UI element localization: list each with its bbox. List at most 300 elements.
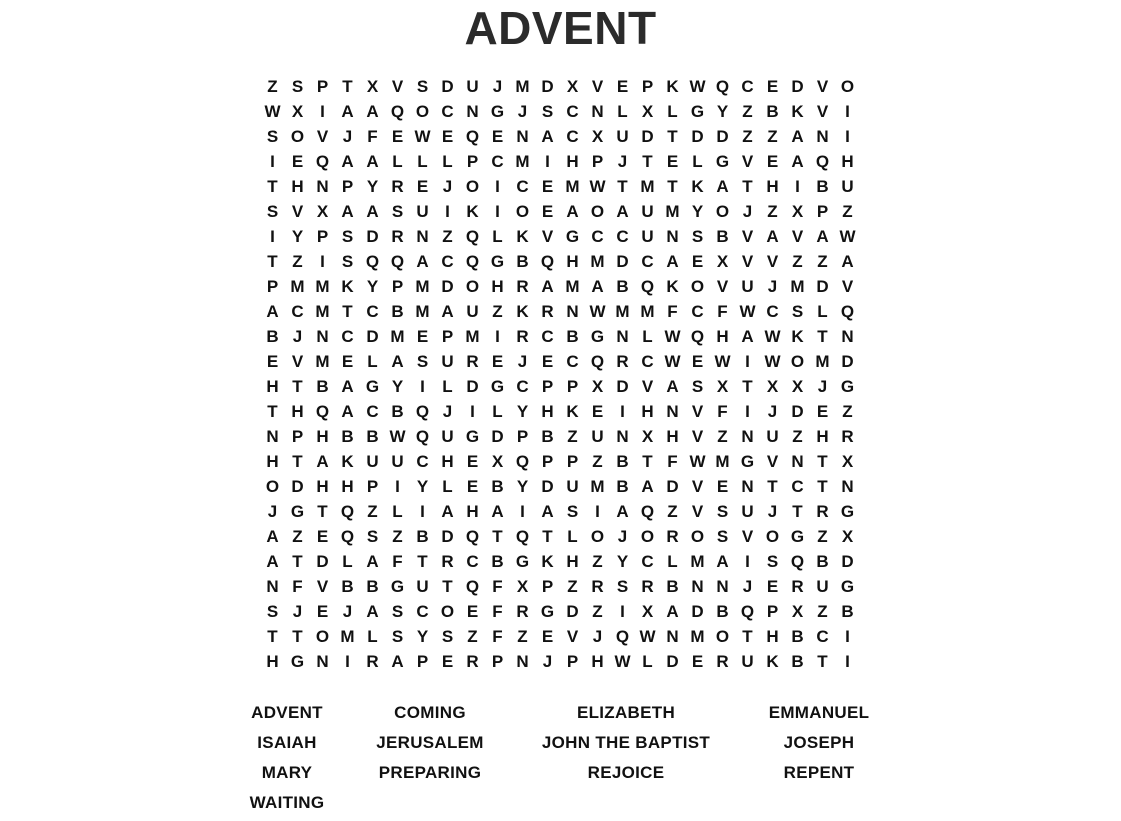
grid-letter[interactable]: W bbox=[739, 302, 756, 321]
grid-letter[interactable]: R bbox=[616, 352, 629, 371]
grid-letter[interactable]: P bbox=[266, 277, 279, 296]
grid-letter[interactable]: P bbox=[316, 77, 329, 96]
grid-letter[interactable]: Z bbox=[817, 602, 828, 621]
grid-letter[interactable]: L bbox=[442, 152, 453, 171]
grid-letter[interactable]: Z bbox=[567, 427, 578, 446]
grid-letter[interactable]: N bbox=[841, 477, 854, 496]
grid-letter[interactable]: A bbox=[766, 227, 779, 246]
grid-letter[interactable]: H bbox=[566, 252, 579, 271]
grid-letter[interactable]: P bbox=[541, 377, 554, 396]
grid-letter[interactable]: D bbox=[541, 477, 554, 496]
grid-letter[interactable]: V bbox=[691, 427, 704, 446]
grid-letter[interactable]: F bbox=[492, 602, 503, 621]
grid-letter[interactable]: R bbox=[791, 577, 804, 596]
grid-letter[interactable]: X bbox=[841, 452, 854, 471]
grid-letter[interactable]: A bbox=[716, 177, 729, 196]
grid-letter[interactable]: X bbox=[791, 202, 804, 221]
grid-letter[interactable]: Y bbox=[416, 627, 429, 646]
grid-letter[interactable]: B bbox=[616, 452, 629, 471]
grid-letter[interactable]: Q bbox=[465, 252, 480, 271]
grid-letter[interactable]: U bbox=[816, 577, 829, 596]
grid-letter[interactable]: S bbox=[341, 227, 354, 246]
grid-letter[interactable]: T bbox=[292, 452, 303, 471]
grid-letter[interactable]: E bbox=[766, 77, 779, 96]
grid-letter[interactable]: K bbox=[666, 277, 679, 296]
grid-letter[interactable]: E bbox=[391, 127, 404, 146]
grid-letter[interactable]: E bbox=[416, 177, 429, 196]
grid-letter[interactable]: D bbox=[841, 552, 854, 571]
grid-letter[interactable]: G bbox=[490, 102, 505, 121]
grid-letter[interactable]: N bbox=[741, 427, 754, 446]
grid-letter[interactable]: Q bbox=[415, 427, 430, 446]
grid-letter[interactable]: C bbox=[366, 302, 379, 321]
grid-letter[interactable]: G bbox=[840, 502, 855, 521]
grid-letter[interactable]: R bbox=[591, 577, 604, 596]
grid-letter[interactable]: D bbox=[566, 602, 579, 621]
grid-letter[interactable]: J bbox=[442, 402, 453, 421]
grid-letter[interactable]: C bbox=[566, 352, 579, 371]
grid-letter[interactable]: H bbox=[291, 402, 304, 421]
grid-letter[interactable]: A bbox=[616, 502, 629, 521]
grid-letter[interactable]: O bbox=[765, 527, 780, 546]
grid-letter[interactable]: Z bbox=[592, 602, 603, 621]
grid-letter[interactable]: E bbox=[666, 152, 679, 171]
grid-letter[interactable]: Z bbox=[292, 252, 303, 271]
grid-letter[interactable]: R bbox=[516, 602, 529, 621]
grid-letter[interactable]: C bbox=[441, 252, 454, 271]
grid-letter[interactable]: Q bbox=[315, 402, 330, 421]
grid-letter[interactable]: M bbox=[415, 302, 430, 321]
grid-letter[interactable]: J bbox=[342, 602, 353, 621]
grid-letter[interactable]: R bbox=[716, 652, 729, 671]
grid-letter[interactable]: L bbox=[567, 527, 578, 546]
grid-letter[interactable]: Z bbox=[792, 252, 803, 271]
grid-letter[interactable]: A bbox=[841, 252, 854, 271]
grid-letter[interactable]: V bbox=[291, 202, 304, 221]
grid-letter[interactable]: E bbox=[616, 77, 629, 96]
grid-letter[interactable]: T bbox=[742, 377, 753, 396]
grid-letter[interactable]: T bbox=[342, 302, 353, 321]
grid-letter[interactable]: F bbox=[367, 127, 378, 146]
grid-letter[interactable]: Z bbox=[817, 527, 828, 546]
grid-letter[interactable]: B bbox=[516, 252, 529, 271]
grid-letter[interactable]: P bbox=[316, 227, 329, 246]
grid-letter[interactable]: E bbox=[716, 477, 729, 496]
grid-letter[interactable]: P bbox=[391, 277, 404, 296]
grid-letter[interactable]: M bbox=[565, 177, 580, 196]
grid-letter[interactable]: K bbox=[341, 277, 354, 296]
grid-letter[interactable]: J bbox=[292, 602, 303, 621]
grid-letter[interactable]: U bbox=[441, 427, 454, 446]
grid-letter[interactable]: P bbox=[816, 202, 829, 221]
grid-letter[interactable]: S bbox=[391, 202, 404, 221]
grid-letter[interactable]: J bbox=[442, 177, 453, 196]
grid-letter[interactable]: H bbox=[566, 152, 579, 171]
grid-letter[interactable]: A bbox=[266, 302, 279, 321]
grid-letter[interactable]: P bbox=[641, 77, 654, 96]
grid-letter[interactable]: V bbox=[641, 377, 654, 396]
grid-letter[interactable]: I bbox=[845, 102, 850, 121]
grid-letter[interactable]: S bbox=[291, 77, 304, 96]
grid-letter[interactable]: T bbox=[817, 652, 828, 671]
grid-letter[interactable]: T bbox=[817, 327, 828, 346]
grid-letter[interactable]: B bbox=[616, 477, 629, 496]
grid-letter[interactable]: H bbox=[341, 477, 354, 496]
grid-letter[interactable]: A bbox=[366, 552, 379, 571]
grid-letter[interactable]: D bbox=[691, 127, 704, 146]
grid-letter[interactable]: E bbox=[316, 602, 329, 621]
grid-letter[interactable]: H bbox=[266, 377, 279, 396]
grid-letter[interactable]: D bbox=[366, 227, 379, 246]
grid-letter[interactable]: Q bbox=[315, 152, 330, 171]
grid-letter[interactable]: B bbox=[816, 552, 829, 571]
grid-letter[interactable]: V bbox=[816, 77, 829, 96]
grid-letter[interactable]: I bbox=[270, 152, 275, 171]
grid-letter[interactable]: P bbox=[466, 152, 479, 171]
grid-letter[interactable]: X bbox=[791, 377, 804, 396]
grid-letter[interactable]: U bbox=[741, 652, 754, 671]
grid-letter[interactable]: Z bbox=[767, 202, 778, 221]
grid-letter[interactable]: V bbox=[741, 152, 754, 171]
grid-letter[interactable]: M bbox=[590, 252, 605, 271]
grid-letter[interactable]: Z bbox=[267, 77, 278, 96]
grid-letter[interactable]: D bbox=[291, 477, 304, 496]
grid-letter[interactable]: A bbox=[816, 227, 829, 246]
grid-letter[interactable]: B bbox=[366, 427, 379, 446]
grid-letter[interactable]: H bbox=[316, 427, 329, 446]
grid-letter[interactable]: V bbox=[691, 402, 704, 421]
grid-letter[interactable]: J bbox=[742, 202, 753, 221]
grid-letter[interactable]: A bbox=[591, 277, 604, 296]
grid-letter[interactable]: Q bbox=[640, 277, 655, 296]
grid-letter[interactable]: J bbox=[592, 627, 603, 646]
grid-letter[interactable]: I bbox=[595, 502, 600, 521]
grid-letter[interactable]: W bbox=[264, 102, 281, 121]
grid-letter[interactable]: P bbox=[541, 452, 554, 471]
grid-letter[interactable]: P bbox=[416, 652, 429, 671]
grid-letter[interactable]: A bbox=[491, 502, 504, 521]
grid-letter[interactable]: Q bbox=[515, 452, 530, 471]
grid-letter[interactable]: J bbox=[767, 502, 778, 521]
grid-letter[interactable]: R bbox=[391, 177, 404, 196]
grid-letter[interactable]: X bbox=[641, 102, 654, 121]
grid-letter[interactable]: E bbox=[766, 152, 779, 171]
grid-letter[interactable]: O bbox=[515, 202, 530, 221]
grid-letter[interactable]: L bbox=[492, 227, 503, 246]
grid-letter[interactable]: G bbox=[840, 377, 855, 396]
grid-letter[interactable]: C bbox=[791, 477, 804, 496]
grid-letter[interactable]: O bbox=[590, 202, 605, 221]
grid-letter[interactable]: Z bbox=[842, 402, 853, 421]
grid-letter[interactable]: J bbox=[767, 402, 778, 421]
grid-letter[interactable]: B bbox=[416, 527, 429, 546]
grid-letter[interactable]: Y bbox=[366, 177, 379, 196]
grid-letter[interactable]: D bbox=[441, 277, 454, 296]
grid-letter[interactable]: G bbox=[365, 377, 380, 396]
grid-letter[interactable]: O bbox=[415, 102, 430, 121]
grid-letter[interactable]: F bbox=[667, 452, 678, 471]
grid-letter[interactable]: T bbox=[292, 377, 303, 396]
grid-letter[interactable]: Z bbox=[292, 527, 303, 546]
grid-letter[interactable]: C bbox=[416, 452, 429, 471]
grid-letter[interactable]: Y bbox=[691, 202, 704, 221]
grid-letter[interactable]: A bbox=[341, 202, 354, 221]
grid-letter[interactable]: X bbox=[641, 427, 654, 446]
grid-letter[interactable]: E bbox=[816, 402, 829, 421]
grid-letter[interactable]: Q bbox=[465, 127, 480, 146]
grid-letter[interactable]: Q bbox=[465, 527, 480, 546]
grid-letter[interactable]: D bbox=[841, 352, 854, 371]
grid-letter[interactable]: A bbox=[666, 377, 679, 396]
grid-letter[interactable]: C bbox=[641, 252, 654, 271]
grid-letter[interactable]: N bbox=[616, 327, 629, 346]
grid-letter[interactable]: S bbox=[341, 252, 354, 271]
grid-letter[interactable]: I bbox=[420, 377, 425, 396]
grid-letter[interactable]: X bbox=[591, 127, 604, 146]
grid-letter[interactable]: I bbox=[270, 227, 275, 246]
grid-letter[interactable]: T bbox=[817, 452, 828, 471]
grid-letter[interactable]: B bbox=[491, 477, 504, 496]
grid-letter[interactable]: F bbox=[492, 577, 503, 596]
grid-letter[interactable]: Q bbox=[390, 102, 405, 121]
grid-letter[interactable]: I bbox=[745, 552, 750, 571]
grid-letter[interactable]: M bbox=[315, 277, 330, 296]
grid-letter[interactable]: J bbox=[767, 277, 778, 296]
grid-letter[interactable]: A bbox=[266, 527, 279, 546]
grid-letter[interactable]: H bbox=[316, 477, 329, 496]
grid-letter[interactable]: M bbox=[415, 277, 430, 296]
grid-letter[interactable]: U bbox=[616, 127, 629, 146]
grid-letter[interactable]: P bbox=[591, 152, 604, 171]
grid-letter[interactable]: G bbox=[715, 152, 730, 171]
grid-letter[interactable]: B bbox=[766, 102, 779, 121]
grid-letter[interactable]: H bbox=[641, 402, 654, 421]
grid-letter[interactable]: E bbox=[766, 577, 779, 596]
grid-letter[interactable]: D bbox=[316, 552, 329, 571]
grid-letter[interactable]: C bbox=[516, 377, 529, 396]
grid-letter[interactable]: S bbox=[391, 602, 404, 621]
grid-letter[interactable]: M bbox=[815, 352, 830, 371]
grid-letter[interactable]: V bbox=[566, 627, 579, 646]
grid-letter[interactable]: N bbox=[416, 227, 429, 246]
grid-letter[interactable]: Z bbox=[742, 102, 753, 121]
grid-letter[interactable]: S bbox=[716, 527, 729, 546]
grid-letter[interactable]: I bbox=[345, 652, 350, 671]
grid-letter[interactable]: Q bbox=[465, 227, 480, 246]
grid-letter[interactable]: Z bbox=[742, 127, 753, 146]
grid-letter[interactable]: S bbox=[691, 227, 704, 246]
grid-letter[interactable]: I bbox=[545, 152, 550, 171]
grid-letter[interactable]: N bbox=[316, 327, 329, 346]
grid-letter[interactable]: J bbox=[742, 577, 753, 596]
grid-letter[interactable]: N bbox=[666, 627, 679, 646]
grid-letter[interactable]: Z bbox=[442, 227, 453, 246]
grid-letter[interactable]: X bbox=[716, 252, 729, 271]
grid-letter[interactable]: I bbox=[745, 352, 750, 371]
grid-letter[interactable]: U bbox=[841, 177, 854, 196]
grid-letter[interactable]: T bbox=[742, 627, 753, 646]
grid-letter[interactable]: S bbox=[266, 202, 279, 221]
grid-letter[interactable]: Q bbox=[465, 577, 480, 596]
grid-letter[interactable]: A bbox=[716, 552, 729, 571]
grid-letter[interactable]: D bbox=[491, 427, 504, 446]
grid-letter[interactable]: T bbox=[792, 502, 803, 521]
grid-letter[interactable]: T bbox=[442, 577, 453, 596]
grid-letter[interactable]: I bbox=[845, 627, 850, 646]
grid-letter[interactable]: A bbox=[541, 502, 554, 521]
grid-letter[interactable]: Y bbox=[366, 277, 379, 296]
grid-letter[interactable]: L bbox=[342, 552, 353, 571]
grid-letter[interactable]: Q bbox=[390, 252, 405, 271]
grid-letter[interactable]: L bbox=[392, 502, 403, 521]
grid-letter[interactable]: C bbox=[741, 77, 754, 96]
grid-letter[interactable]: A bbox=[566, 202, 579, 221]
grid-letter[interactable]: A bbox=[366, 152, 379, 171]
grid-letter[interactable]: C bbox=[641, 552, 654, 571]
grid-letter[interactable]: Z bbox=[567, 577, 578, 596]
grid-letter[interactable]: S bbox=[266, 127, 279, 146]
grid-letter[interactable]: I bbox=[320, 102, 325, 121]
grid-letter[interactable]: B bbox=[366, 577, 379, 596]
grid-letter[interactable]: C bbox=[566, 127, 579, 146]
grid-letter[interactable]: T bbox=[292, 552, 303, 571]
grid-letter[interactable]: G bbox=[740, 452, 755, 471]
grid-letter[interactable]: I bbox=[745, 402, 750, 421]
grid-letter[interactable]: B bbox=[716, 227, 729, 246]
grid-letter[interactable]: C bbox=[816, 627, 829, 646]
grid-letter[interactable]: H bbox=[766, 627, 779, 646]
grid-letter[interactable]: Z bbox=[717, 427, 728, 446]
grid-letter[interactable]: T bbox=[267, 627, 278, 646]
grid-letter[interactable]: W bbox=[589, 177, 606, 196]
grid-letter[interactable]: I bbox=[445, 202, 450, 221]
grid-letter[interactable]: Z bbox=[492, 302, 503, 321]
grid-letter[interactable]: P bbox=[566, 377, 579, 396]
grid-letter[interactable]: A bbox=[341, 377, 354, 396]
grid-letter[interactable]: L bbox=[392, 152, 403, 171]
grid-letter[interactable]: U bbox=[566, 477, 579, 496]
grid-letter[interactable]: N bbox=[741, 477, 754, 496]
grid-letter[interactable]: H bbox=[766, 177, 779, 196]
grid-letter[interactable]: D bbox=[691, 602, 704, 621]
grid-letter[interactable]: M bbox=[390, 327, 405, 346]
grid-letter[interactable]: J bbox=[617, 152, 628, 171]
grid-letter[interactable]: D bbox=[666, 652, 679, 671]
grid-letter[interactable]: U bbox=[466, 302, 479, 321]
grid-letter[interactable]: U bbox=[366, 452, 379, 471]
grid-letter[interactable]: Q bbox=[840, 302, 855, 321]
grid-letter[interactable]: T bbox=[267, 402, 278, 421]
grid-letter[interactable]: D bbox=[816, 277, 829, 296]
grid-letter[interactable]: W bbox=[689, 77, 706, 96]
grid-letter[interactable]: Z bbox=[792, 427, 803, 446]
grid-letter[interactable]: O bbox=[465, 177, 480, 196]
grid-letter[interactable]: I bbox=[495, 327, 500, 346]
grid-letter[interactable]: L bbox=[417, 152, 428, 171]
grid-letter[interactable]: I bbox=[520, 502, 525, 521]
grid-letter[interactable]: O bbox=[690, 527, 705, 546]
grid-letter[interactable]: Q bbox=[590, 352, 605, 371]
grid-letter[interactable]: N bbox=[666, 402, 679, 421]
grid-letter[interactable]: D bbox=[716, 127, 729, 146]
grid-letter[interactable]: M bbox=[290, 277, 305, 296]
grid-letter[interactable]: S bbox=[616, 577, 629, 596]
grid-letter[interactable]: T bbox=[667, 127, 678, 146]
grid-letter[interactable]: V bbox=[791, 227, 804, 246]
grid-letter[interactable]: T bbox=[267, 177, 278, 196]
grid-letter[interactable]: P bbox=[491, 652, 504, 671]
grid-letter[interactable]: D bbox=[791, 402, 804, 421]
grid-letter[interactable]: U bbox=[391, 452, 404, 471]
grid-letter[interactable]: R bbox=[516, 327, 529, 346]
grid-letter[interactable]: I bbox=[845, 652, 850, 671]
grid-letter[interactable]: E bbox=[491, 352, 504, 371]
grid-letter[interactable]: X bbox=[641, 602, 654, 621]
grid-letter[interactable]: X bbox=[291, 102, 304, 121]
grid-letter[interactable]: E bbox=[441, 127, 454, 146]
grid-letter[interactable]: S bbox=[441, 627, 454, 646]
grid-letter[interactable]: X bbox=[491, 452, 504, 471]
grid-letter[interactable]: C bbox=[341, 327, 354, 346]
grid-letter[interactable]: Q bbox=[640, 502, 655, 521]
grid-letter[interactable]: M bbox=[465, 327, 480, 346]
grid-letter[interactable]: C bbox=[516, 177, 529, 196]
grid-letter[interactable]: L bbox=[692, 152, 703, 171]
grid-letter[interactable]: U bbox=[641, 202, 654, 221]
grid-letter[interactable]: O bbox=[290, 127, 305, 146]
grid-letter[interactable]: J bbox=[342, 127, 353, 146]
grid-letter[interactable]: K bbox=[516, 302, 529, 321]
grid-letter[interactable]: U bbox=[741, 502, 754, 521]
grid-letter[interactable]: E bbox=[541, 352, 554, 371]
grid-letter[interactable]: D bbox=[666, 477, 679, 496]
grid-letter[interactable]: N bbox=[316, 652, 329, 671]
grid-letter[interactable]: W bbox=[764, 352, 781, 371]
grid-letter[interactable]: B bbox=[716, 602, 729, 621]
grid-letter[interactable]: L bbox=[442, 477, 453, 496]
grid-letter[interactable]: L bbox=[667, 102, 678, 121]
grid-letter[interactable]: T bbox=[342, 77, 353, 96]
grid-letter[interactable]: D bbox=[541, 77, 554, 96]
grid-letter[interactable]: M bbox=[565, 277, 580, 296]
grid-letter[interactable]: V bbox=[591, 77, 604, 96]
grid-letter[interactable]: G bbox=[590, 327, 605, 346]
grid-letter[interactable]: N bbox=[266, 427, 279, 446]
grid-letter[interactable]: P bbox=[341, 177, 354, 196]
grid-letter[interactable]: S bbox=[416, 352, 429, 371]
grid-letter[interactable]: A bbox=[641, 477, 654, 496]
grid-letter[interactable]: V bbox=[691, 477, 704, 496]
grid-letter[interactable]: Q bbox=[515, 527, 530, 546]
grid-letter[interactable]: Z bbox=[592, 552, 603, 571]
grid-letter[interactable]: T bbox=[667, 177, 678, 196]
grid-letter[interactable]: B bbox=[791, 652, 804, 671]
grid-letter[interactable]: K bbox=[466, 202, 479, 221]
grid-letter[interactable]: H bbox=[466, 502, 479, 521]
grid-letter[interactable]: J bbox=[617, 527, 628, 546]
grid-letter[interactable]: M bbox=[590, 477, 605, 496]
grid-letter[interactable]: E bbox=[266, 352, 279, 371]
grid-letter[interactable]: V bbox=[716, 277, 729, 296]
grid-letter[interactable]: T bbox=[642, 452, 653, 471]
grid-letter[interactable]: H bbox=[441, 452, 454, 471]
grid-letter[interactable]: Y bbox=[716, 102, 729, 121]
grid-letter[interactable]: E bbox=[466, 477, 479, 496]
grid-letter[interactable]: E bbox=[541, 627, 554, 646]
grid-letter[interactable]: S bbox=[716, 502, 729, 521]
letter-grid[interactable] bbox=[260, 74, 860, 674]
grid-letter[interactable]: I bbox=[495, 202, 500, 221]
